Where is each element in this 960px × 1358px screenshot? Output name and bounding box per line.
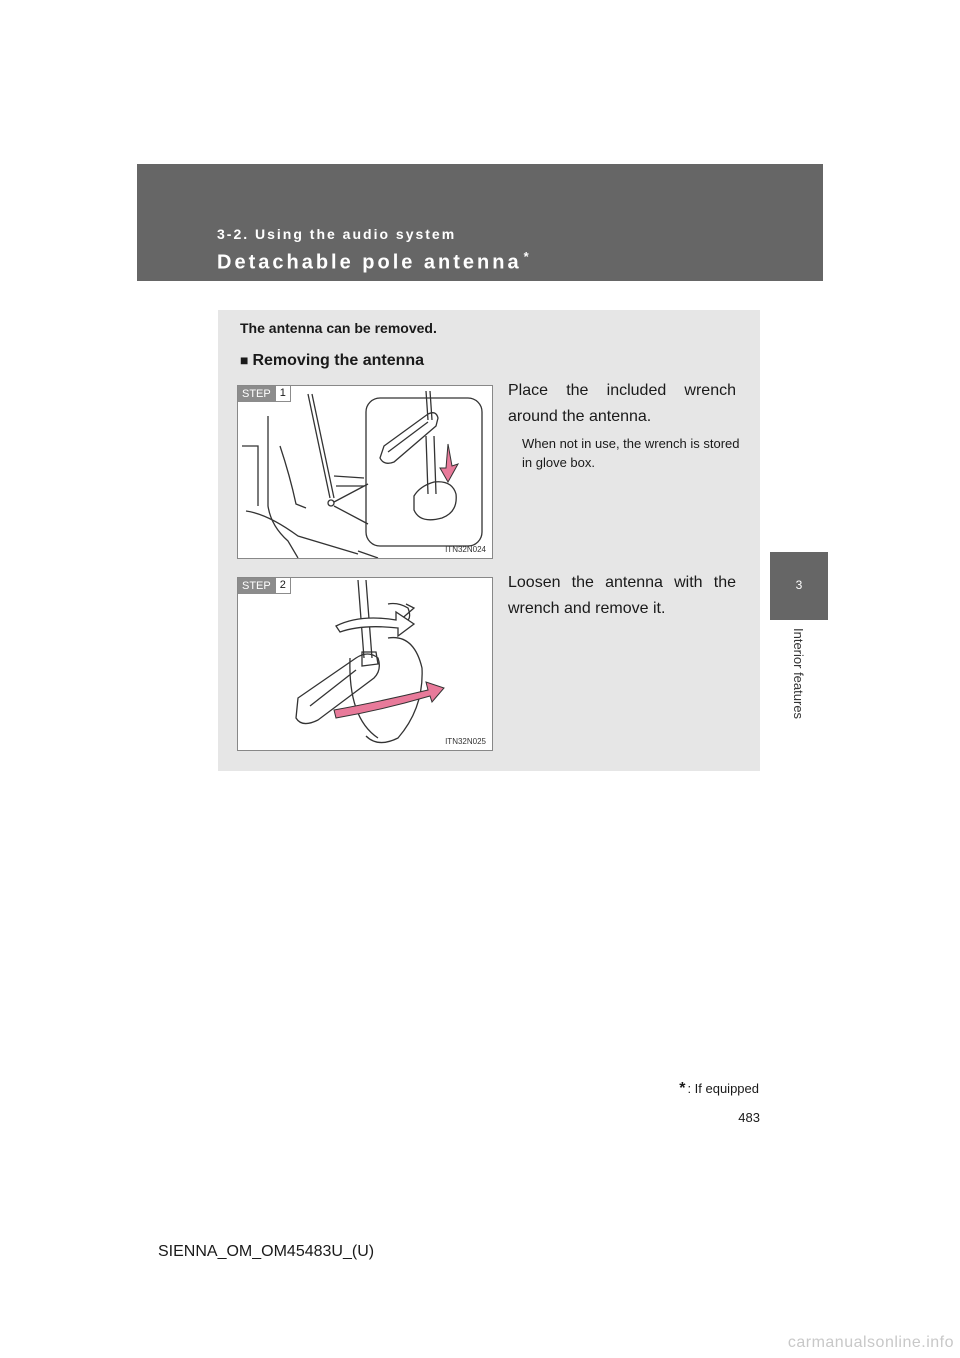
step-2-badge-word: STEP [238,578,275,594]
step-1-text: Place the included wrench around the antenna. [508,382,736,425]
page-title-text: Detachable pole antenna [217,251,522,274]
footnote-text: : If equipped [687,1081,759,1096]
page-title [217,249,532,275]
step-2-figure-code: ITN32N025 [445,737,486,746]
step-1-badge-word: STEP [238,386,275,402]
step-2-text: Loosen the antenna with the wrench and remove it. [508,574,736,617]
page-number: 483 [738,1110,760,1125]
antenna-location-illustration [238,386,493,559]
if-equipped-mark: * [523,249,532,264]
step-1-note: When not in use, the wrench is stored in glove box. [522,436,740,470]
footnote [679,1080,759,1098]
if-equipped-mark: * [679,1080,686,1097]
step-1-figure [237,385,493,559]
chapter-tab-number: 3 [795,578,803,592]
step-2-badge [238,578,291,594]
chapter-tab[interactable] [770,552,828,620]
step-1-badge-number: 1 [275,386,291,402]
wrench-loosening-illustration [238,578,493,751]
square-bullet-icon: ■ [240,352,249,368]
step-2-badge-number: 2 [275,578,291,594]
subheading [240,352,424,370]
document-id: SIENNA_OM_OM45483U_(U) [158,1243,375,1260]
section-label: 3-2. Using the audio system [217,226,457,242]
subheading-text: Removing the antenna [252,352,425,369]
watermark: carmanualsonline.info [787,1334,954,1351]
step-1-badge [238,386,291,402]
chapter-header-bar [137,164,823,281]
step-2-figure [237,577,493,751]
chapter-tab-label: Interior features [791,628,806,720]
content-box [218,310,760,771]
step-1-figure-code: ITN32N024 [445,545,486,554]
intro-text: The antenna can be removed. [240,320,437,336]
